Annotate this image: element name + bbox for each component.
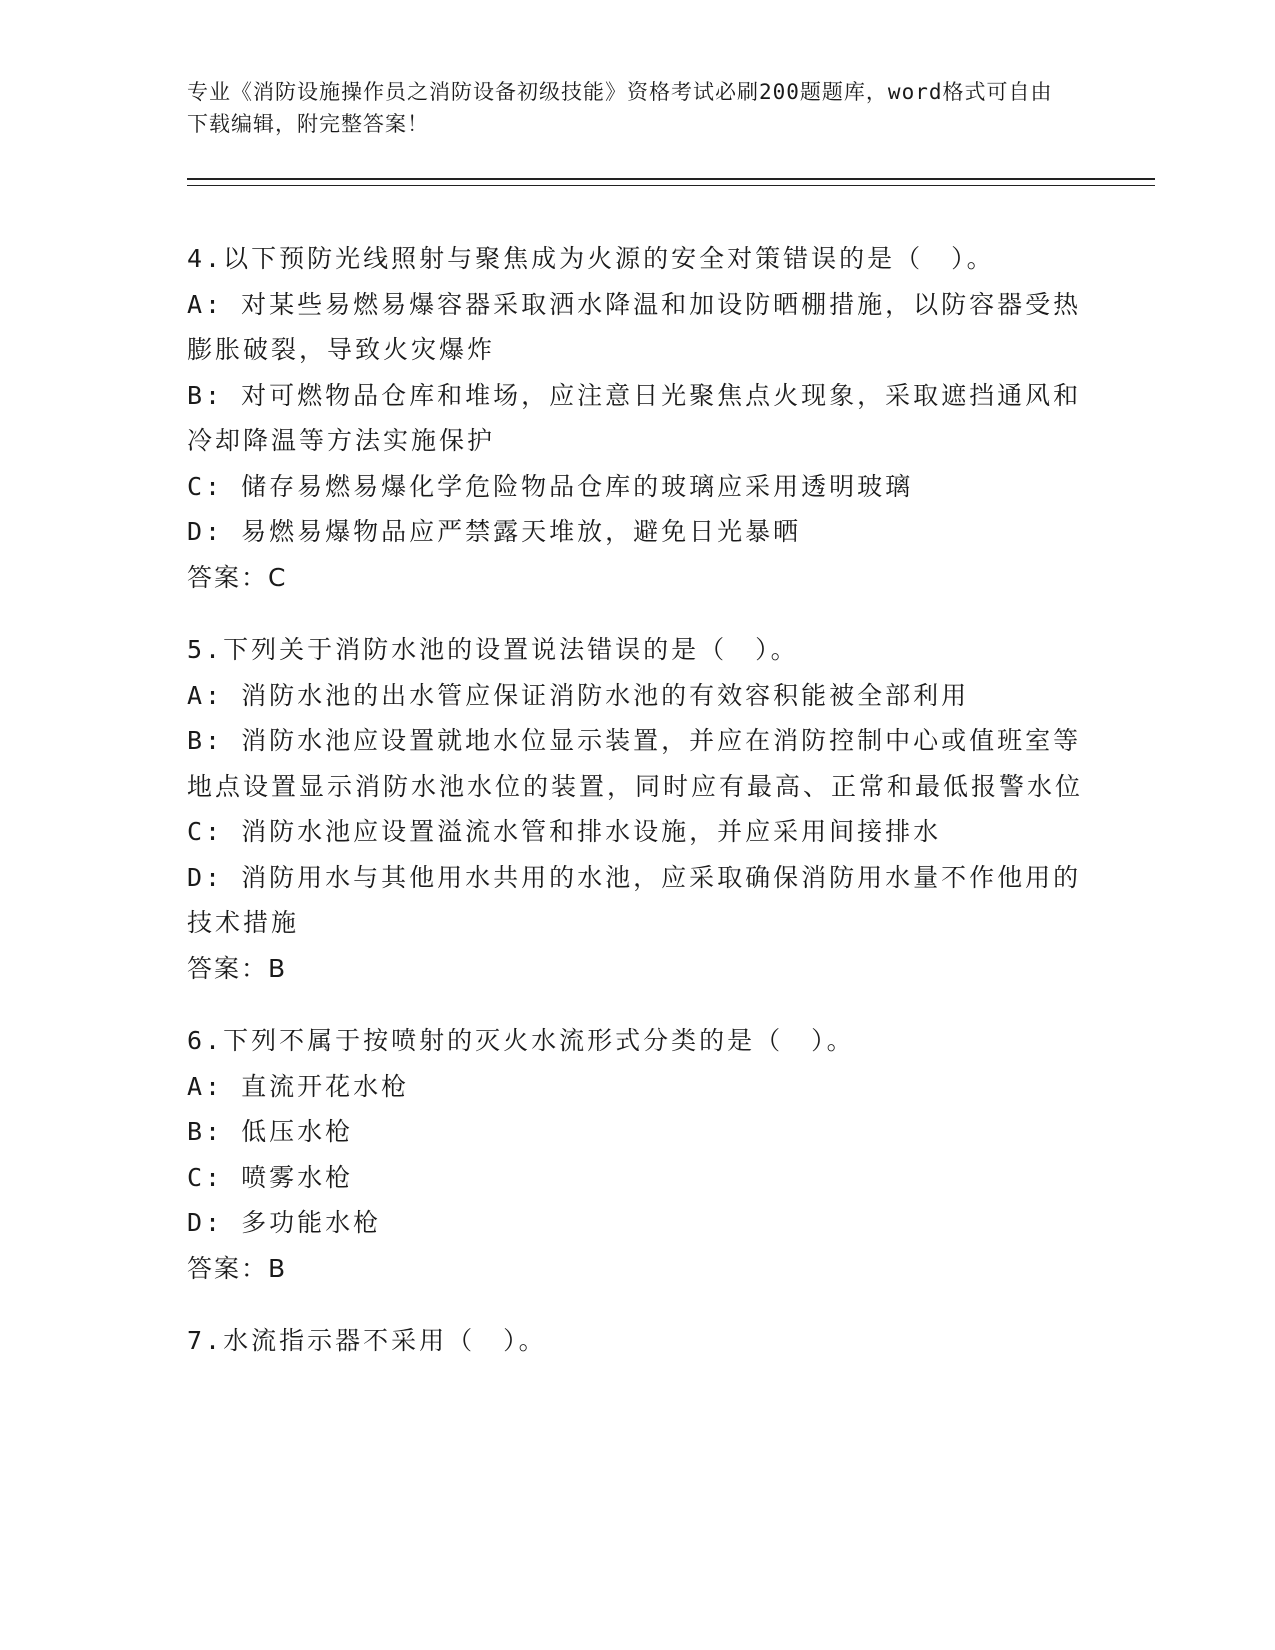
option-d: D: 消防用水与其他用水共用的水池，应采取确保消防用水量不作他用的技术措施 [187,862,1082,937]
answer-label: 答案：C [187,562,288,592]
option-b: B: 低压水枪 [187,1117,354,1146]
question-4 [187,236,1087,600]
option-d: D: 多功能水枪 [187,1208,382,1237]
option-d: D: 易燃易爆物品应严禁露天堆放，避免日光暴晒 [187,517,802,546]
option-c: C: 储存易燃易爆化学危险物品仓库的玻璃应采用透明玻璃 [187,471,914,501]
option-a: A: 消防水池的出水管应保证消防水池的有效容积能被全部利用 [187,680,970,710]
answer-label: 答案：B [187,1253,288,1283]
question-5 [187,627,1087,991]
question-stem: 7.水流指示器不采用（ ）。 [187,1326,547,1355]
option-b: B: 对可燃物品仓库和堆场，应注意日光聚焦点火现象，采取遮挡通风和冷却降温等方法实施保护 [187,380,1082,455]
question-stem: 6.下列不属于按喷射的灭火水流形式分类的是（ ）。 [187,1026,855,1055]
option-b: B: 消防水池应设置就地水位显示装置，并应在消防控制中心或值班室等地点设置显示消防水池水位的装置，同时应有最高、正常和最低报警水位 [187,726,1084,801]
question-6 [187,1018,1087,1291]
question-stem: 4.以下预防光线照射与聚焦成为火源的安全对策错误的是（ ）。 [187,244,995,273]
document-intro: 专业《消防设施操作员之消防设备初级技能》资格考试必刷200题题库，word格式可自由下载编辑，附完整答案！ [187,80,1053,136]
answer-label: 答案：B [187,953,288,983]
question-stem: 5.下列关于消防水池的设置说法错误的是（ ）。 [187,635,799,664]
option-a: A: 对某些易燃易爆容器采取洒水降温和加设防晒棚措施，以防容器受热膨胀破裂，导致火灾爆炸 [187,289,1082,364]
option-a: A: 直流开花水枪 [187,1071,410,1101]
question-list [187,236,1087,1391]
option-c: C: 喷雾水枪 [187,1162,354,1192]
question-7 [187,1318,1087,1364]
option-c: C: 消防水池应设置溢流水管和排水设施，并应采用间接排水 [187,817,942,846]
header-divider [187,178,1155,186]
